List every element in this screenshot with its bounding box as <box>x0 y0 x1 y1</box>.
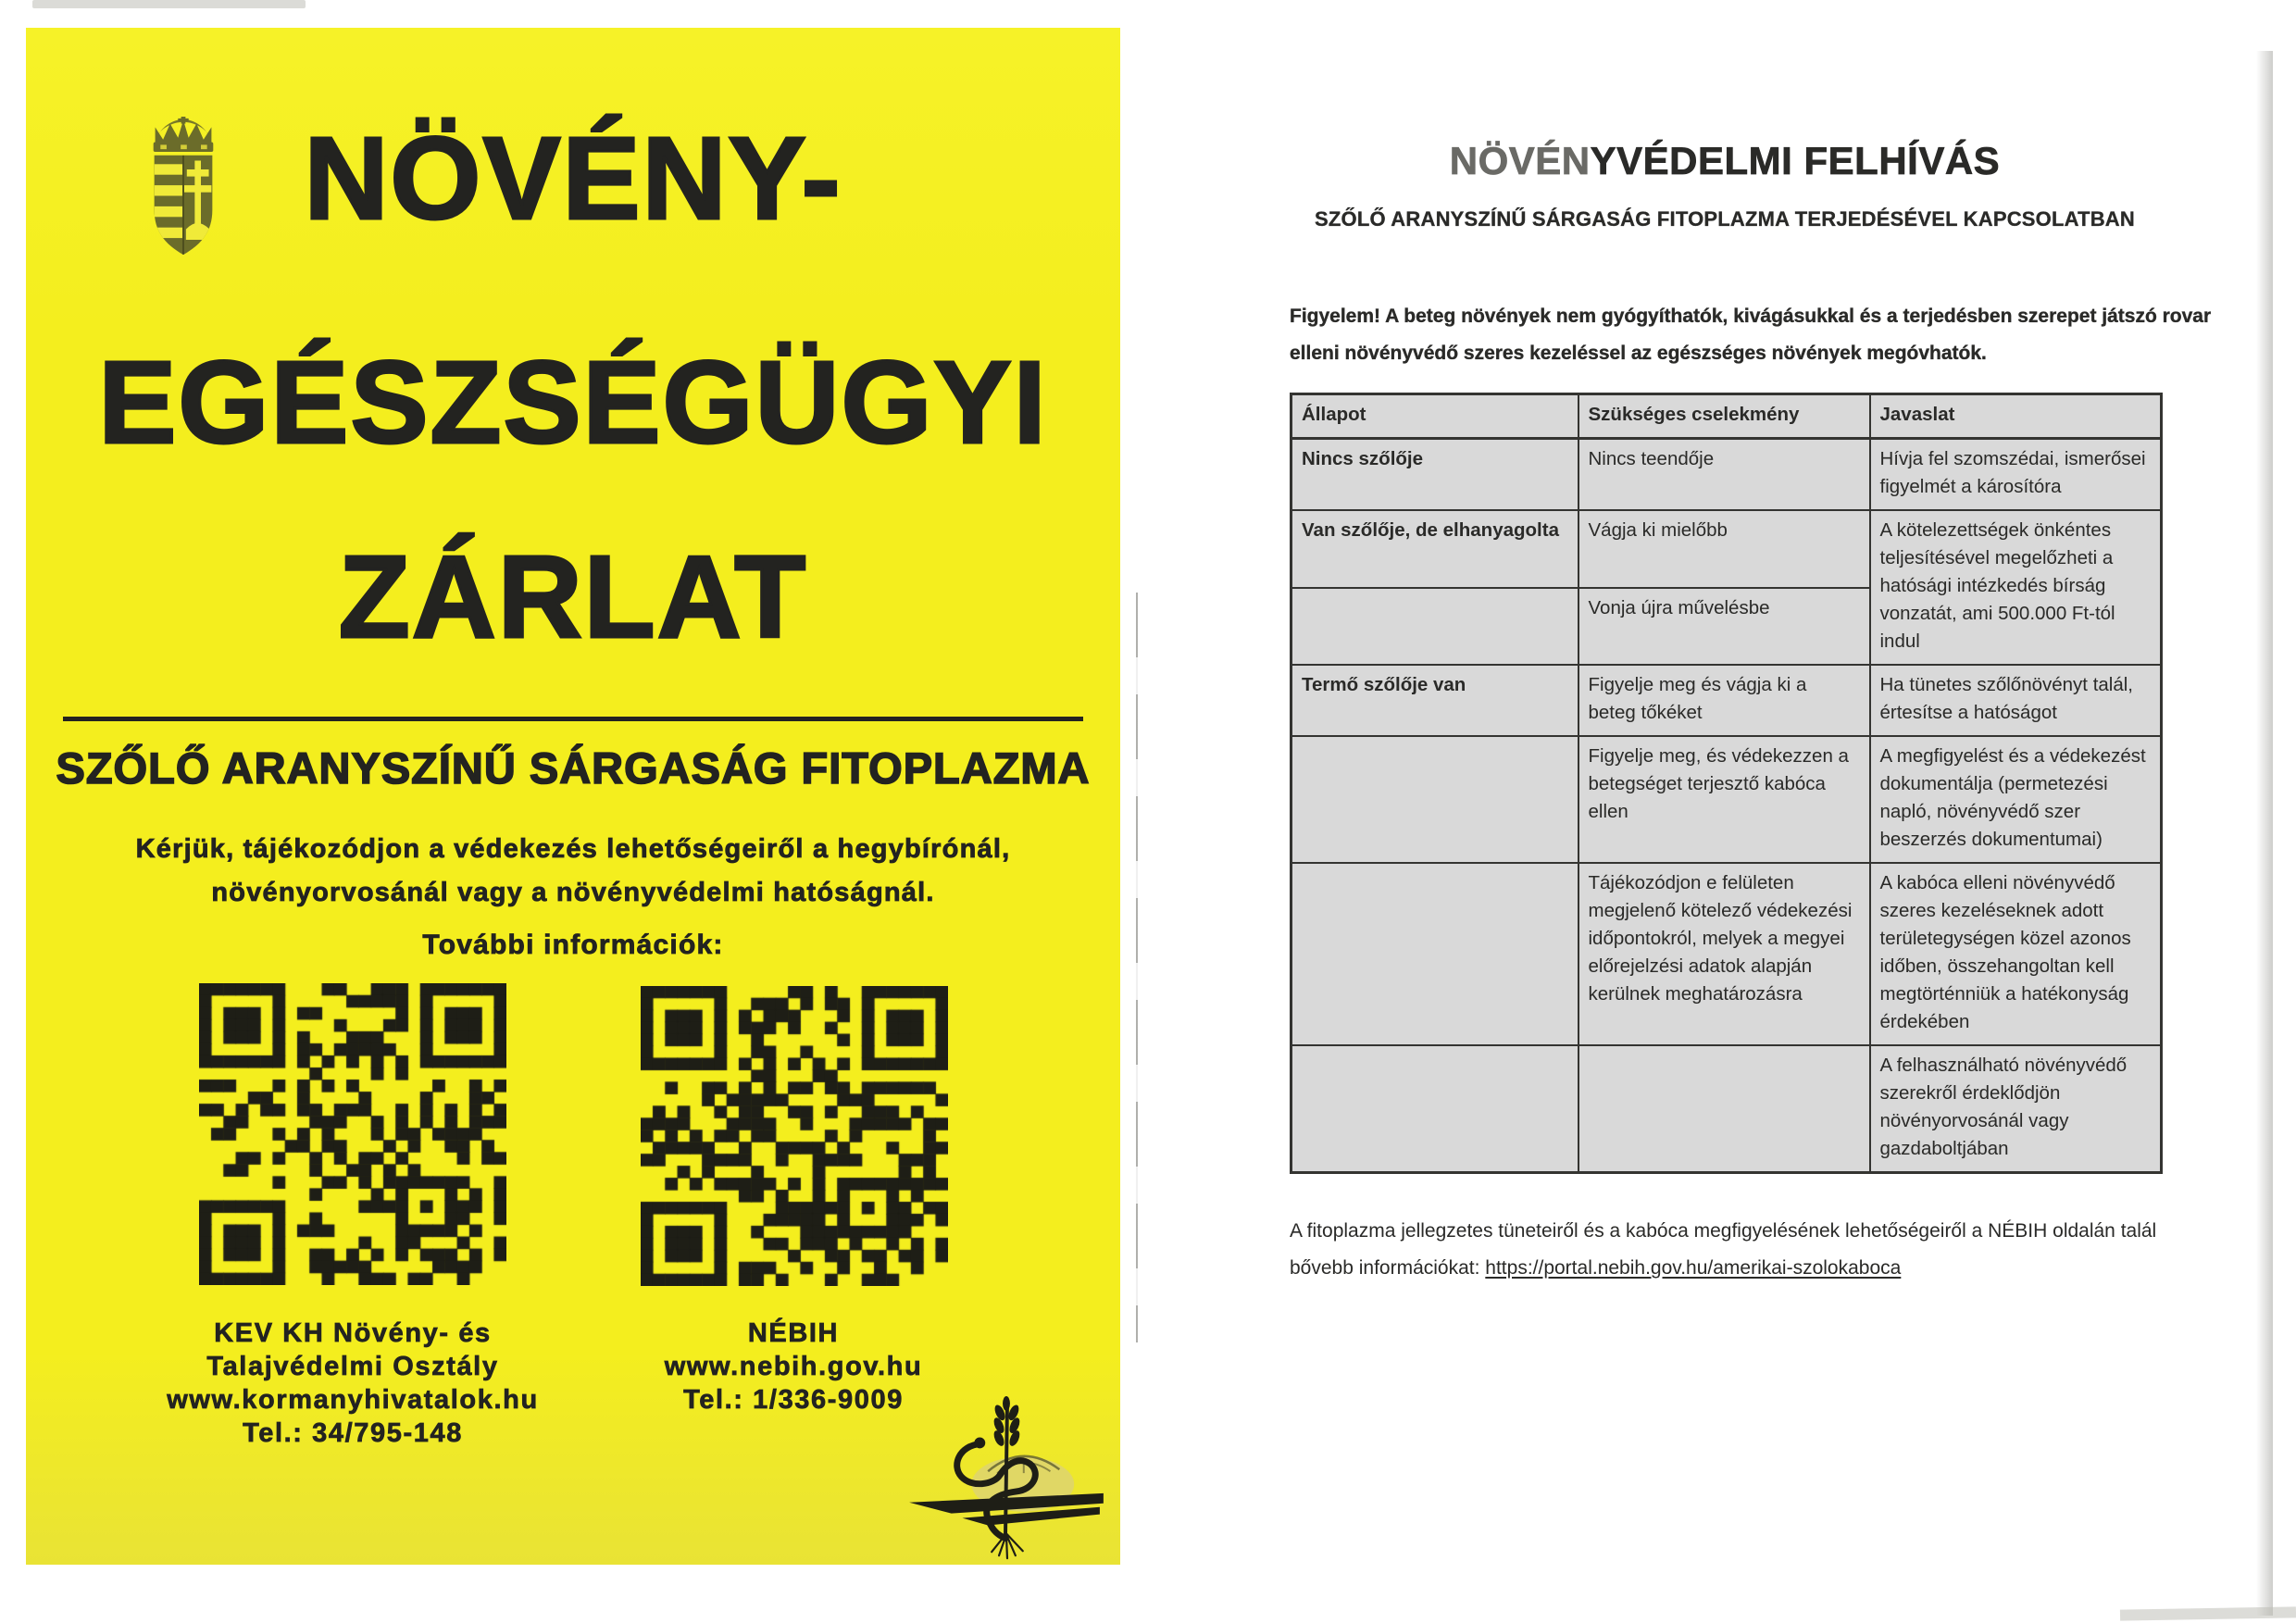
cell-state <box>1292 736 1578 863</box>
notice-subtitle: SZŐLŐ ARANYSZÍNŰ SÁRGASÁG FITOPLAZMA TERJEDÉSÉVEL KAPCSOLATBAN <box>1315 207 2135 231</box>
cell-advice: A kötelezettségek önkéntes teljesítésével megelőzheti a hatósági intézkedés bírság vonzatát, ami 500.000 Ft-tól indul <box>1870 510 2162 665</box>
plant-protection-emblem-icon <box>904 1396 1105 1570</box>
poster-title-line-3: ZÁRLAT <box>338 531 808 662</box>
page-edge-shadow <box>2256 51 2273 1616</box>
cell-advice: A kabóca elleni növényvédő szeres kezeléseknek adott területegységen közel azonos időben, összehangoltan kell megtörténniük a hatékonyság érdekében <box>1870 863 2162 1045</box>
notice-footer-line-2 <box>1290 1250 2215 1287</box>
cell-state <box>1292 863 1578 1045</box>
table-header-row <box>1292 394 2162 439</box>
cell-action: Vonja újra művelésbe <box>1578 588 1870 666</box>
table-row <box>1292 736 2162 863</box>
cell-advice: Ha tünetes szőlőnövényt talál, értesítse a hatóságot <box>1870 665 2162 736</box>
contact-left-line-4: Tel.: 34/795-148 <box>243 1418 463 1448</box>
contact-left-line-3: www.kormanyhivatalok.hu <box>167 1385 539 1415</box>
poster-title-line-2: EGÉSZSÉGÜGYI <box>98 337 1048 468</box>
quarantine-poster <box>26 28 1120 1565</box>
nebih-portal-link[interactable]: https://portal.nebih.gov.hu/amerikai-szolokaboca <box>1485 1257 1902 1279</box>
cell-action: Figyelje meg, és védekezzen a betegséget terjesztő kabóca ellen <box>1578 736 1870 863</box>
more-info-label: További információk: <box>422 930 724 960</box>
cell-state <box>1292 1045 1578 1173</box>
cell-state: Van szőlője, de elhanyagolta <box>1292 510 1578 588</box>
cell-advice: Hívja fel szomszédai, ismerősei figyelmét a károsítóra <box>1870 439 2162 511</box>
cell-action: Tájékozódjon e felületen megjelenő kötelező védekezési időpontokról, melyek a megyei előrejelzési adatok alapján kerülnek meghatározásra <box>1578 863 1870 1045</box>
notice-footer-line-2-prefix: bővebb információkat: <box>1290 1257 1486 1279</box>
table-row <box>1292 439 2162 511</box>
notice-footer-line-1: A fitoplazma jellegzetes tüneteiről és a kabóca megfigyelésének lehetőségeiről a NÉBIH oldalán talál <box>1290 1220 2157 1242</box>
contact-left-line-1: KEV KH Növény- és <box>214 1318 492 1348</box>
cell-state: Termő szőlője van <box>1292 665 1578 736</box>
notice-page <box>1290 139 2212 1287</box>
cell-action: Nincs teendője <box>1578 439 1870 511</box>
cell-advice: A megfigyelést és a védekezést dokumentálja (permetezési napló, növényvédő szer beszerzés dokumentumai) <box>1870 736 2162 863</box>
cell-state <box>1292 588 1578 666</box>
contact-left-line-2: Talajvédelmi Osztály <box>206 1352 499 1381</box>
page-fold-line <box>1136 593 1138 1342</box>
poster-info-line-1: Kérjük, tájékozódjon a védekezés lehetőségeiről a hegybírónál, <box>135 834 1011 864</box>
table-row <box>1292 1045 2162 1173</box>
poster-info-text <box>26 828 1120 915</box>
scan-smudge-top <box>32 0 306 8</box>
notice-intro-paragraph <box>1290 298 2212 372</box>
action-table <box>1290 393 2163 1174</box>
table-row <box>1292 510 2162 588</box>
contact-block-kormanyhivatal <box>121 1317 584 1450</box>
notice-title-rest-part: YVÉDELMI FELHÍVÁS <box>1590 139 2001 182</box>
cell-action: Figyelje meg és vágja ki a beteg tőkéket <box>1578 665 1870 736</box>
poster-info-line-2: növényorvosánál vagy a növényvédelmi hatóságnál. <box>211 878 935 907</box>
notice-title-faded-part: NÖVÉN <box>1449 139 1591 182</box>
cell-action: Vágja ki mielőbb <box>1578 510 1870 588</box>
header-szukseges-cselekmeny: Szükséges cselekmény <box>1578 394 1870 439</box>
notice-title <box>1290 139 2160 183</box>
qr-code-kormanyhivatal <box>199 983 506 1285</box>
contact-right-line-3: Tel.: 1/336-9009 <box>683 1385 904 1415</box>
cell-state: Nincs szőlője <box>1292 439 1578 511</box>
contact-right-line-2: www.nebih.gov.hu <box>664 1352 923 1381</box>
poster-divider-line <box>63 717 1083 721</box>
header-allapot: Állapot <box>1292 394 1578 439</box>
notice-intro-line-2: elleni növényvédő szeres kezeléssel az egészséges növények megóvhatók. <box>1290 343 1987 364</box>
qr-code-nebih <box>641 986 948 1286</box>
poster-subtitle: SZŐLŐ ARANYSZÍNŰ SÁRGASÁG FITOPLAZMA <box>56 743 1091 793</box>
cell-advice: A felhasználható növényvédő szerekről érdeklődjön növényorvosánál vagy gazdaboltjában <box>1870 1045 2162 1173</box>
table-row <box>1292 665 2162 736</box>
header-javaslat: Javaslat <box>1870 394 2162 439</box>
cell-action <box>1578 1045 1870 1173</box>
table-row <box>1292 863 2162 1045</box>
poster-title-line-1: NÖVÉNY- <box>304 113 842 243</box>
contact-right-line-1: NÉBIH <box>747 1318 840 1348</box>
scan-smudge-bottom-right <box>2120 1606 2296 1620</box>
notice-footer-paragraph <box>1290 1213 2215 1287</box>
notice-intro-line-1: Figyelem! A beteg növények nem gyógyíthatók, kivágásukkal és a terjedésben szerepet játszó rovar <box>1290 306 2212 327</box>
